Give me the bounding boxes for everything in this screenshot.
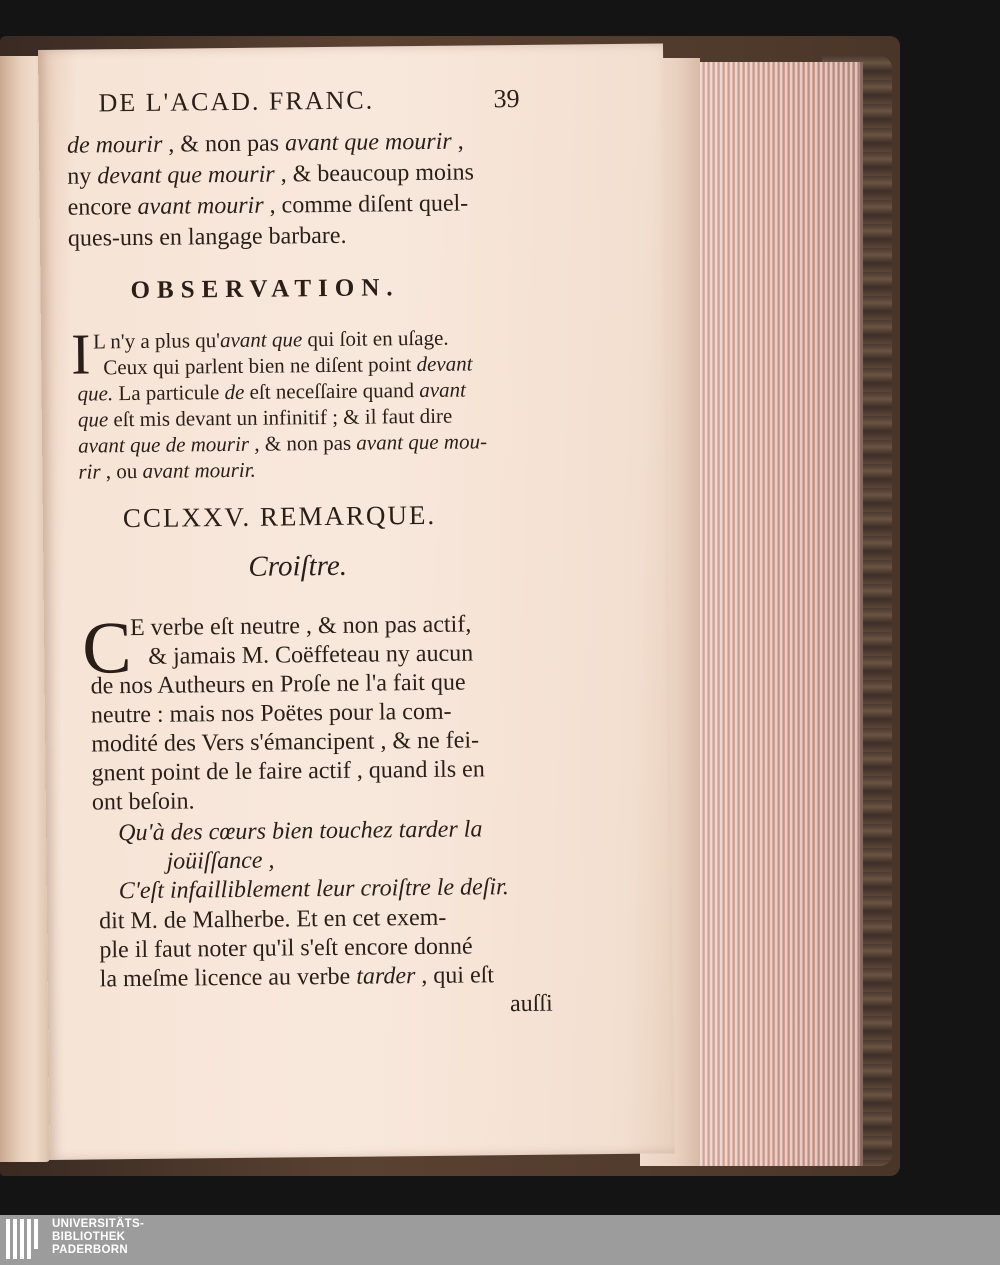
text-line: dit M. de Malherbe. Et en cet exem- <box>98 904 447 935</box>
text-line: E verbe eſt neutre , & non pas actif, <box>129 611 472 642</box>
text-line: la meſme licence au verbe tarder , qui eſt <box>99 962 495 993</box>
text-line: ple il faut noter qu'il s'eſt encore donné <box>99 933 473 964</box>
remark-title: Croiſtre. <box>248 549 348 583</box>
text-line: gnent point de le faire actif , quand ils en <box>91 756 485 787</box>
text-line: ont beſoin. <box>91 788 195 816</box>
page-number: 39 <box>493 83 520 114</box>
verse-line: C'eſt infailliblement leur croiſtre le deſir. <box>118 874 509 905</box>
catchword: auſſi <box>509 990 553 1018</box>
text-line: neutre : mais nos Poëtes pour la com- <box>90 698 452 729</box>
text-line: avant que de mourir , & non pas avant que mou- <box>78 429 488 458</box>
text-line: que. La particule de eſt neceſſaire quand avant <box>77 377 467 406</box>
library-logo-text: UNIVERSITÄTS- BIBLIOTHEK PADERBORN <box>52 1218 145 1256</box>
text-line: de nos Autheurs en Proſe ne l'a fait que <box>90 669 466 700</box>
drop-cap: C <box>81 607 133 690</box>
verse-line: Qu'à des cœurs bien touchez tarder la <box>118 816 483 847</box>
running-head: DE L'ACAD. FRANC. <box>98 85 375 118</box>
text-line: L n'y a plus qu'avant que qui ſoit en uſage. <box>92 325 449 354</box>
page-fore-edge <box>690 62 863 1166</box>
observation-heading: OBSERVATION. <box>130 274 400 305</box>
text-line: ques-uns en langage barbare. <box>67 222 347 252</box>
text-line: & jamais M. Coëffeteau ny aucun <box>148 640 474 670</box>
library-footer-bar <box>0 1215 1000 1265</box>
text-line: que eſt mis devant un infinitif ; & il faut dire <box>77 403 453 432</box>
text-line: ny devant que mourir , & beaucoup moins <box>67 159 475 190</box>
library-logo-icon <box>6 1219 44 1261</box>
text-line: modité des Vers s'émancipent , & ne fei- <box>91 727 480 758</box>
verse-line: joüiſſance , <box>166 847 275 875</box>
drop-cap: I <box>70 321 91 387</box>
text-line: rir , ou avant mourir. <box>78 457 256 484</box>
text-line: de mourir , & non pas avant que mourir , <box>66 128 464 159</box>
remark-heading: CCLXXV. REMARQUE. <box>122 499 437 534</box>
text-line: Ceux qui parlent bien ne diſent point devant <box>103 351 473 380</box>
text-line: encore avant mourir , comme diſent quel- <box>67 190 469 221</box>
book-page <box>38 43 675 1159</box>
